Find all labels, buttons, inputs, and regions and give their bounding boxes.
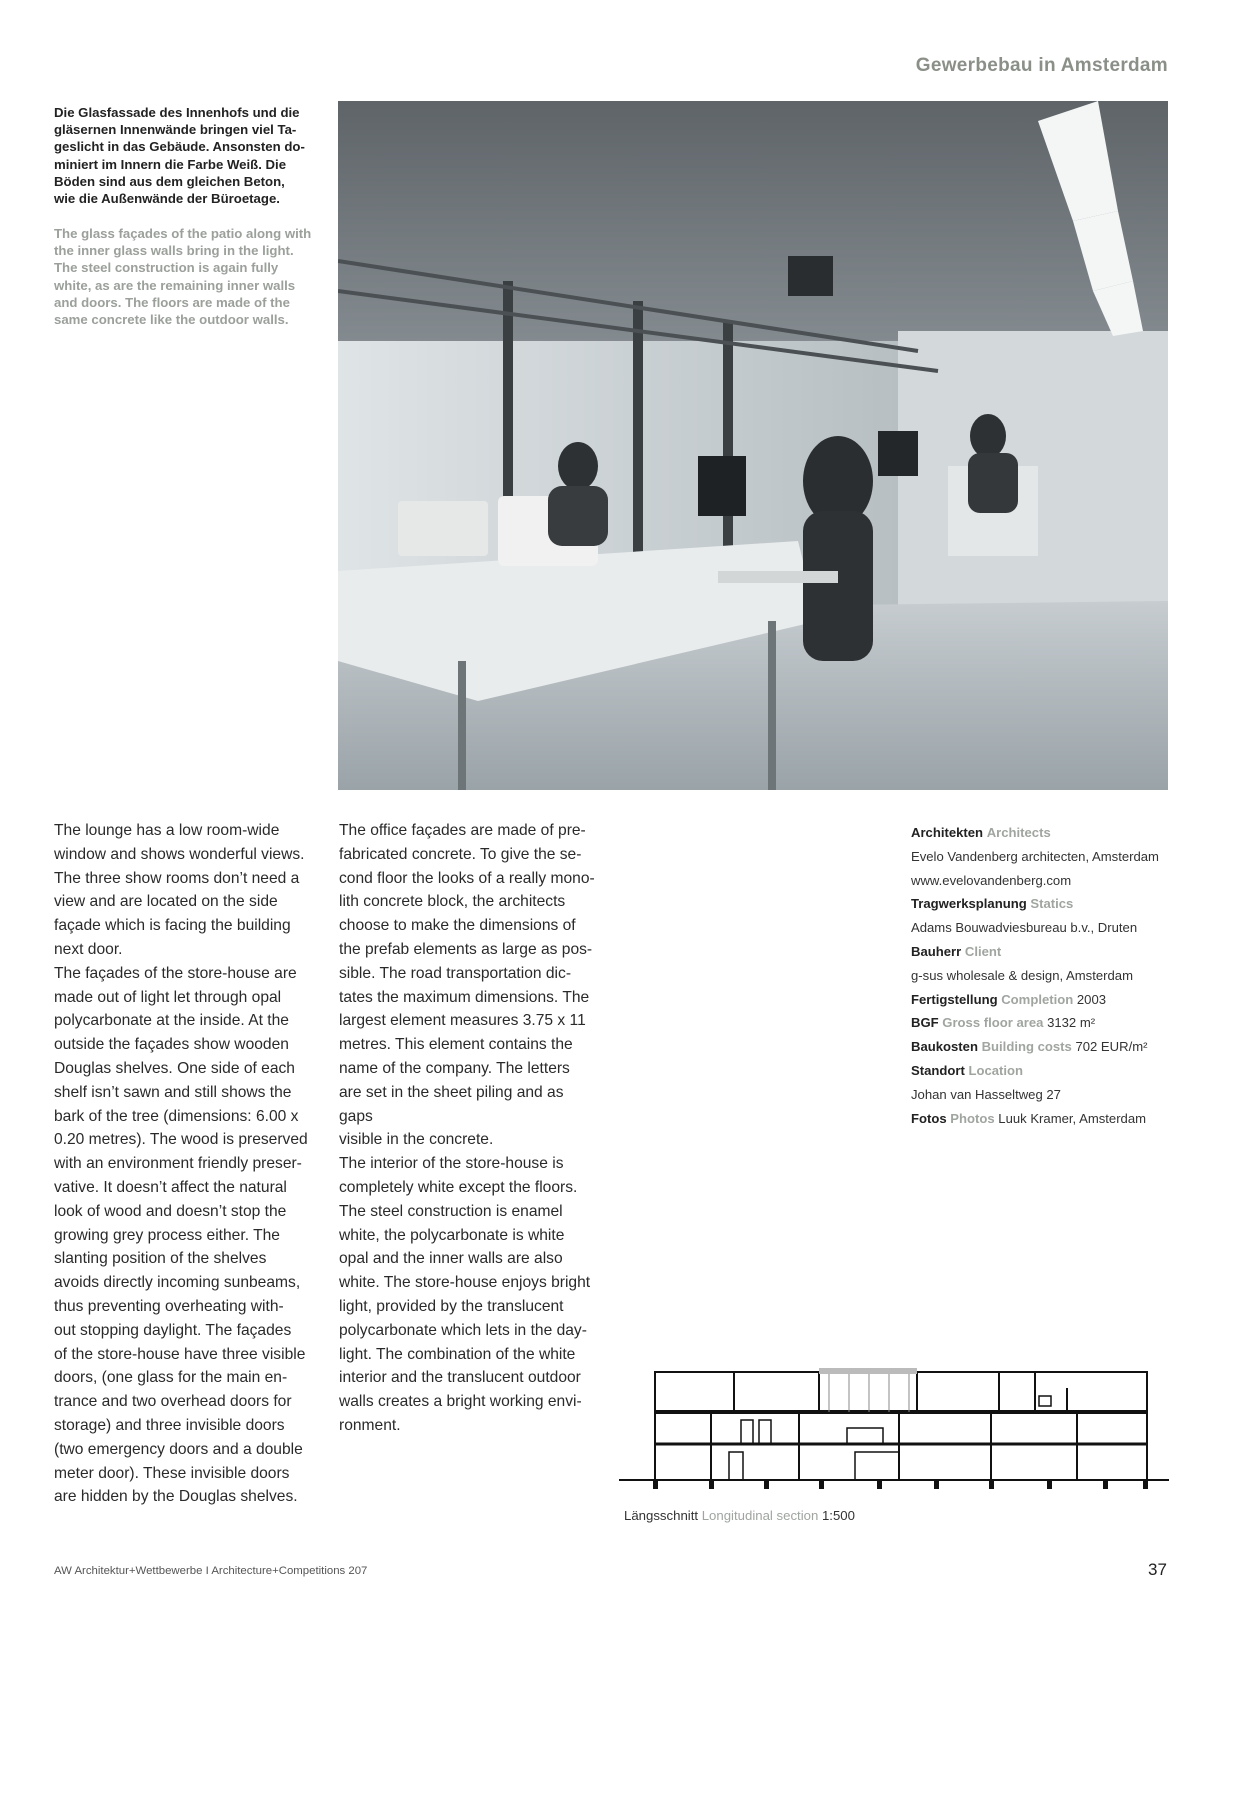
client-name: g-sus wholesale & design, Amsterdam — [911, 967, 1133, 983]
body-text-line: completely white except the floors. — [339, 1178, 578, 1196]
completion-label-en: Completion — [1001, 991, 1074, 1007]
architects-label: Architekten — [911, 825, 984, 840]
caption-de-line: wie die Außenwände der Büroetage. — [54, 191, 280, 207]
footer-magazine-title: AW Architektur+Wettbewerbe I Architecture+Competitions 207 — [54, 1565, 368, 1577]
body-text-line: polycarbonate which lets in the day- — [339, 1321, 587, 1339]
section-scale: 1:500 — [821, 1508, 855, 1523]
body-text-line: are hidden by the Douglas shelves. — [54, 1488, 298, 1506]
body-text-line: polycarbonate at the inside. At the — [54, 1012, 289, 1030]
architects-label-en: Architects — [986, 825, 1051, 840]
caption-de-line: Die Glasfassade des Innenhofs und die — [54, 105, 300, 120]
caption-de-line: miniert im Innern die Farbe Weiß. Die — [54, 156, 287, 172]
costs-label-en: Building costs — [981, 1039, 1072, 1055]
body-text-line: the prefab elements as large as pos- — [339, 940, 593, 958]
body-text-line: thus preventing overheating with- — [54, 1297, 284, 1315]
credit-location-heading — [911, 1059, 1201, 1083]
caption-en-line: and doors. The floors are made of the — [54, 294, 290, 310]
credit-completion — [911, 988, 1201, 1012]
costs-label: Baukosten — [911, 1039, 978, 1055]
photos-value: Luuk Kramer, Amsterdam — [998, 1110, 1147, 1126]
body-text-line: The lounge has a low room-wide — [54, 822, 280, 839]
caption-german — [54, 104, 314, 207]
completion-label: Fertigstellung — [911, 991, 998, 1007]
body-text-line: look of wood and doesn’t stop the — [54, 1202, 287, 1220]
body-text-line: walls creates a bright working envi- — [339, 1393, 582, 1411]
body-text-line: light, provided by the translucent — [339, 1297, 564, 1315]
body-text-line: trance and two overhead doors for — [54, 1393, 292, 1411]
body-text-line: (two emergency doors and a double — [54, 1440, 303, 1458]
architects-name: Evelo Vandenberg architecten, Amsterdam — [911, 848, 1159, 864]
body-text-line: cond floor the looks of a really mono- — [339, 869, 595, 887]
body-text-line: next door. — [54, 940, 123, 958]
body-text-line: sible. The road transportation dic- — [339, 964, 572, 982]
caption-de-line: gläsernen Innenwände bringen viel Ta- — [54, 122, 297, 138]
caption-en-line: white, as are the remaining inner walls — [54, 277, 296, 293]
body-text-line: made out of light let through opal — [54, 988, 282, 1006]
body-text-line: white, the polycarbonate is white — [339, 1226, 565, 1244]
section-caption-en: Longitudinal section — [701, 1508, 819, 1523]
project-credits — [911, 821, 1201, 1130]
body-text-line: growing grey process either. The — [54, 1226, 280, 1244]
body-text-line: view and are located on the side — [54, 893, 278, 911]
gfa-label: BGF — [911, 1015, 939, 1031]
body-text-line: light. The combination of the white — [339, 1345, 576, 1363]
credit-statics-heading — [911, 892, 1201, 916]
photos-label-en: Photos — [950, 1110, 995, 1126]
credit-client-heading — [911, 940, 1201, 964]
section-caption-de: Längsschnitt — [624, 1508, 699, 1523]
caption-en-line: The steel construction is again fully — [54, 260, 279, 276]
body-text-line: outside the façades show wooden — [54, 1036, 289, 1054]
office-interior-photo — [338, 101, 1168, 790]
body-text-line: storage) and three invisible doors — [54, 1416, 285, 1434]
location-label-en: Location — [968, 1062, 1024, 1078]
page-number: 37 — [1148, 1560, 1167, 1579]
statics-label: Tragwerksplanung — [911, 896, 1027, 912]
running-head: Gewerbebau in Amsterdam — [915, 55, 1168, 76]
body-text-line: white. The store-house enjoys bright — [339, 1274, 591, 1292]
body-text-line: of the store-house have three visible — [54, 1345, 306, 1363]
body-text-line: bark of the tree (dimensions: 6.00 x — [54, 1107, 299, 1125]
costs-value: 702 EUR/m² — [1075, 1039, 1148, 1055]
gfa-label-en: Gross floor area — [942, 1015, 1044, 1031]
gfa-value: 3132 m² — [1047, 1015, 1096, 1031]
body-text-line: name of the company. The letters — [339, 1059, 570, 1077]
body-text-line: largest element measures 3.75 x 11 — [339, 1012, 586, 1030]
body-text-line: façade which is facing the building — [54, 917, 291, 935]
credit-photos — [911, 1107, 1201, 1131]
caption-en-line: the inner glass walls bring in the light. — [54, 243, 294, 259]
body-text-column-1 — [54, 819, 316, 1509]
body-text-column-2 — [339, 819, 601, 1438]
body-text-line: opal and the inner walls are also — [339, 1250, 563, 1268]
body-text-line: window and shows wonderful views. — [54, 845, 305, 863]
body-text-line: lith concrete block, the architects — [339, 893, 566, 911]
body-text-line: The façades of the store-house are — [54, 964, 297, 982]
caption-de-line: Böden sind aus dem gleichen Beton, — [54, 173, 285, 189]
statics-name: Adams Bouwadviesbureau b.v., Druten — [911, 920, 1138, 936]
body-text-line: with an environment friendly preser- — [54, 1155, 302, 1173]
body-text-line: 0.20 metres). The wood is preserved — [54, 1131, 308, 1149]
body-text-line: meter door). These invisible doors — [54, 1464, 290, 1482]
body-text-line: doors, (one glass for the main en- — [54, 1369, 288, 1387]
body-text-line: The steel construction is enamel — [339, 1202, 563, 1220]
credit-costs — [911, 1035, 1201, 1059]
location-value: Johan van Hasseltweg 27 — [911, 1086, 1061, 1102]
credit-gfa — [911, 1011, 1201, 1035]
body-text-line: slanting position of the shelves — [54, 1250, 267, 1268]
body-text-line: out stopping daylight. The façades — [54, 1321, 292, 1339]
body-text-line: are set in the sheet piling and as gaps — [339, 1083, 564, 1125]
credit-architects-heading — [911, 821, 1201, 845]
body-text-line: tates the maximum dimensions. The — [339, 988, 590, 1006]
body-text-line: The three show rooms don’t need a — [54, 869, 300, 887]
client-label: Bauherr — [911, 943, 962, 959]
body-text-line: vative. It doesn’t affect the natural — [54, 1178, 287, 1196]
body-text-line: The interior of the store-house is — [339, 1155, 564, 1173]
body-text-line: ronment. — [339, 1416, 401, 1434]
body-text-line: The office façades are made of pre- — [339, 822, 586, 839]
body-text-line: visible in the concrete. — [339, 1131, 494, 1149]
body-text-line: avoids directly incoming sunbeams, — [54, 1274, 301, 1292]
caption-en-line: The glass façades of the patio along with — [54, 226, 312, 241]
body-text-line: interior and the translucent outdoor — [339, 1369, 581, 1387]
body-text-line: choose to make the dimensions of — [339, 917, 576, 935]
body-text-line: metres. This element contains the — [339, 1036, 573, 1054]
caption-de-line: geslicht in das Gebäude. Ansonsten do- — [54, 139, 305, 155]
longitudinal-section-drawing — [619, 1352, 1169, 1502]
caption-english — [54, 225, 316, 328]
architects-url: www.evelovandenberg.com — [911, 872, 1072, 888]
photos-label: Fotos — [911, 1110, 947, 1126]
completion-value: 2003 — [1076, 991, 1107, 1007]
client-label-en: Client — [964, 943, 1002, 959]
section-caption — [624, 1508, 855, 1523]
statics-label-en: Statics — [1030, 896, 1074, 912]
body-text-line: shelf isn’t sawn and still shows the — [54, 1083, 292, 1101]
location-label: Standort — [911, 1062, 965, 1078]
body-text-line: fabricated concrete. To give the se- — [339, 845, 582, 863]
body-text-line: Douglas shelves. One side of each — [54, 1059, 295, 1077]
caption-en-line: same concrete like the outdoor walls. — [54, 312, 289, 328]
